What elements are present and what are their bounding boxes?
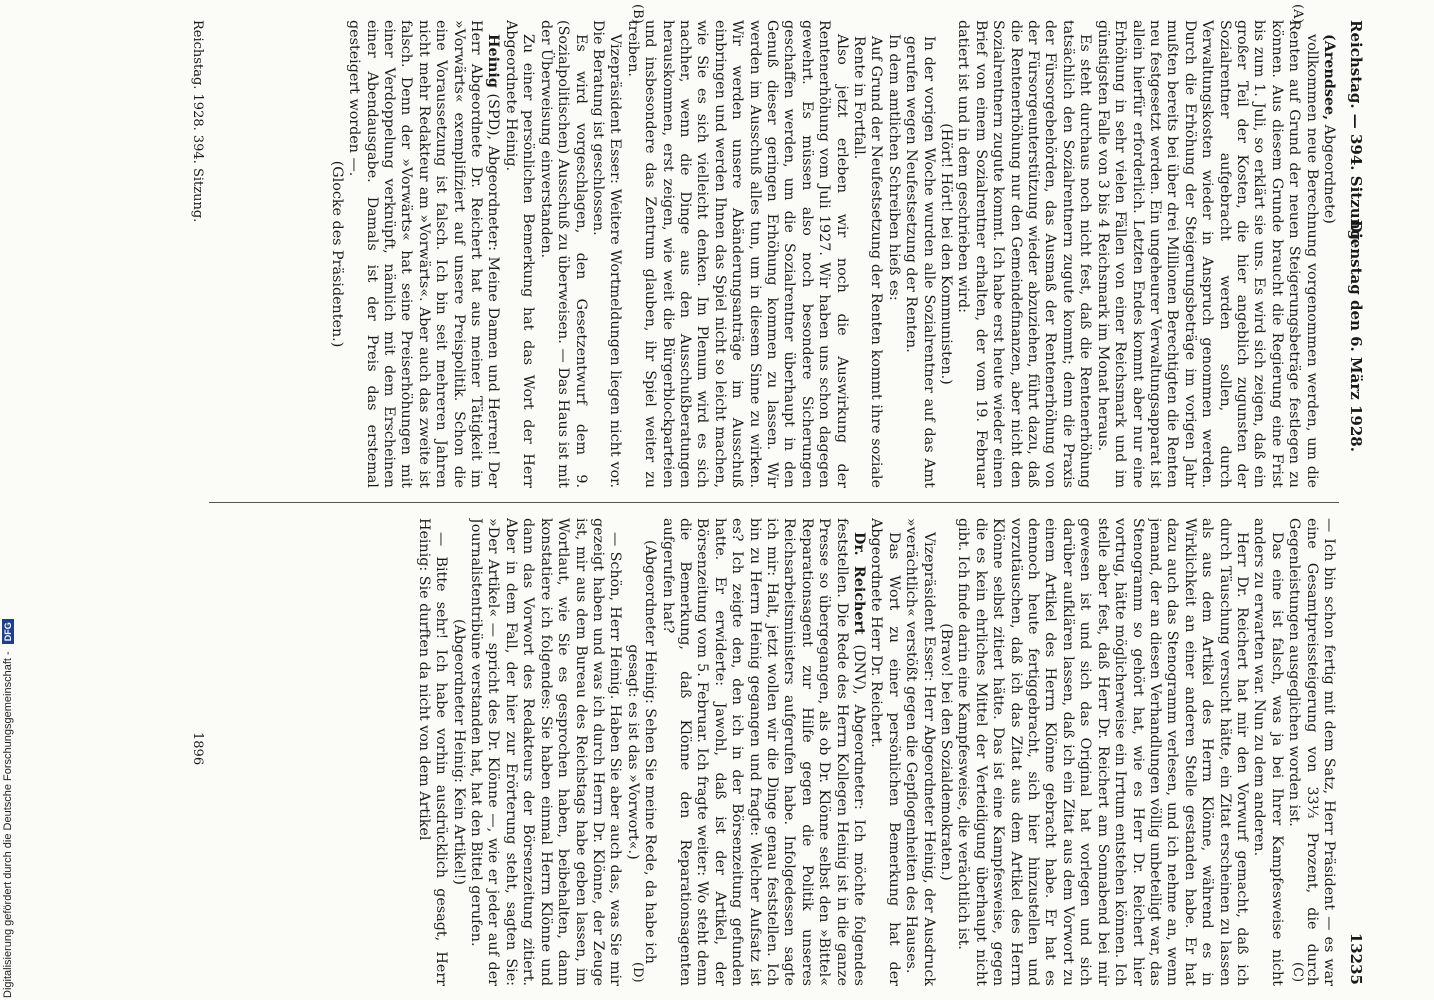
speaker-name: Dr. Reichert [851,532,868,635]
speaker-name: Heinig [485,34,502,88]
paragraph [467,518,624,986]
credit-text: Digitalisierung gefördert durch die Deutsche Forschungsgemeinschaft - [2,651,14,998]
right-text-column [207,518,1337,986]
paragraph [1250,518,1285,986]
paragraph-text: Das Wort zu einer persönlichen Bemerkung hat der Abgeordnete Herr Dr. Reichert. [868,518,902,986]
paragraph-text: In der vorigen Woche wurden alle Sozialrentner auf das Amt gerufen wegen Neufestsetzung der Renten. [903,36,937,488]
paragraph-text: Auf Grund der Neufestsetzung der Renten kommt ihre soziale Rente in Fortfall. [851,36,885,488]
speaker-name: (Arendsee, [1321,34,1337,121]
paragraph-text: vollkommen neue Berechnung vorgenommen werden, um die Renten auf Grund der neuen Steigerungsbeträge festlegen zu können. Aus diesem Grunde braucht die Regierung eine Frist bis zum 1. Juli, so erklärt sie uns. Es wird sich zeigen, daß ein großer Teil der Kosten, die hier angeblich zugunsten der Sozialrentner aufgebracht werden sollen, durch Verwaltungskosten wieder in Anspruch genommen werden. Durch die Erhöhung der Steigerungsbeträge im vorigen Jahr mußten bereits bei über drei Millionen Berechtigten die Renten neu festgesetzt werden. Ein ungeheurer Verwaltungsapparat ist allein hierfür erforderlich. Letzten Endes kommt aber nur eine Erhöhung in sehr vielen Fällen von einer Reichsmark und im günstigsten Falle von 3 bis 4 Reichsmark im Monat heraus. [1094,20,1320,488]
margin-marker-b: (B) [630,4,645,24]
paragraph [937,20,954,488]
paragraph-text: Vizepräsident Esser: Herr Abgeordneter Heinig, der Ausdruck »verächtlich« verstößt gegen die Gepflogenheiten des Hauses. [903,518,937,986]
paragraph [867,518,902,986]
paragraph [1320,20,1337,488]
margin-marker-c: (C) [1290,962,1305,983]
header-date: Dienstag den 6. März 1928. [1347,220,1365,452]
paragraph [902,518,937,986]
paragraph [954,20,1093,488]
paragraph-text: (Abgeordneter Heinig: Sehen Sie meine Rede, da habe ich gesagt: es ist das »Vorwort«.) [624,540,659,964]
left-text-column [207,20,1337,488]
footer-left: Reichstag. 1928. 394. Sitzung. [190,20,205,223]
paragraph-text: In dem amtlichen Schreiben hieß es: [885,34,902,301]
paragraph-text: Also jetzt erleben wir noch die Auswirkung der Rentenerhöhung vom Juli 1927. Wir haben uns schon dagegen gewehrt. Es müssen also noch besondere Sicherungen geschaffen werden, um die Sozialrentner überhaupt in den Genuß dieser geringen Erhöhung kommen zu lassen. Wir werden im Ausschuß alles tun, um in diesem Sinne zu wirken. Wir werden unsere Abänderungsanträge im Ausschuß einbringen und werden Ihnen das Spiel nicht so leicht machen, wie Sie es sich vielleicht denken. Im Plenum wird es sich nachher, wenn die Dinge aus den Ausschußberatungen herauskommen, erst zeigen, wie weit die Bürgerblockparteien und insbesondere das Zentrum glauben, ihr Spiel weiter zu treiben. [624,20,850,488]
margin-marker-d: (D) [630,962,645,983]
paragraph [623,20,849,488]
margin-marker-a: (A) [1290,4,1305,24]
dfg-logo: DFG [2,619,14,644]
paragraph [536,20,588,488]
paragraph [589,20,624,488]
paragraph-text: Abgeordnete) [1321,120,1337,224]
paragraph-text: (Abgeordneter Heinig: Kein Artikel!) [450,619,467,885]
paragraph [623,518,658,986]
paragraph-text: (SPD), Abgeordneter: Meine Damen und Herren! Der Herr Abgeordnete Dr. Reichert hat aus meiner Tätigkeit im »Vorwärts« exemplifiziert auf unsere Preispolitik. Schon die eine Voraussetzung ist falsch. Ich bin seit mehreren Jahren nicht mehr Redakteur am »Vorwärts«. Aber auch das zweite ist falsch. Denn der »Vorwärts« hat seine Preiserhöhungen mit einer Verdoppelung verknüpft, nämlich mit dem Erscheinen einer Abendausgabe. Damals ist der Preis das erstemal gesteigert worden —. [346,20,502,488]
paragraph [414,518,449,986]
paragraph [658,518,867,986]
paragraph-text: (Hört! Hört! bei den Kommunisten.) [938,123,955,385]
column-divider [209,502,1339,503]
footer-number: 1896 [190,732,205,766]
paragraph-text: — Schön, Herr Heinig. Haben Sie aber auch das, was Sie mir gezeigt haben und was ich durch Herrn Dr. Klönne, der Zeuge ist, mir aus dem Bureau des Reichstags habe geben lassen, im Wortlaut, wie Sie es gesprochen haben, beibehalten, dann konstatiere ich folgendes: Sie haben einmal Herrn Klönne und dann das Vorwort des Redakteurs der Börsenzeitung zitiert. Aber in dem Fall, der hier zur Erörterung steht, sagten Sie: »Der Artikel« — spricht des Dr. Klönne —, wie er jeder auf der Journalistentribüne verstanden hat, hat den Bittel gerufen. [468,518,624,986]
paragraph-text: (Bravo! bei den Sozialdemokraten.) [938,623,955,881]
paragraph-text: Vizepräsident Esser: Weitere Wortmeldungen liegen nicht vor. Die Beratung ist geschlossen. [589,20,624,488]
paragraph-text: Es wird vorgeschlagen, den Gesetzentwurf dem 9. (Sozialpolitischen) Ausschuß zu überweisen. — Das Haus ist mit der Überweisung einverstanden. [537,20,589,488]
paragraph [327,20,344,488]
paragraph-text: Das eine ist falsch, was ja bei Ihrer Kampfesweise nicht anders zu erwarten war. Nun zu dem anderen. [1251,518,1285,986]
digitization-credit [2,398,18,998]
paragraph-text: Es steht durchaus noch nicht fest, daß die Rentenerhöhung tatsächlich den Sozialrentnern zugute kommt; denn die Praxis der Fürsorgebehörden, das Ausmaß der Rentenerhöhung von der Fürsorgeunterstützung wieder abzuziehen, führt dazu, daß die Rentenerhöhung nur den Gemeindefinanzen, aber nicht den Sozialrentnern zugute kommt. Ich habe erst heute wieder einen Brief von einem Sozialrentner erhalten, der vom 19. Februar datiert ist und in dem geschrieben wird: [955,20,1094,488]
paragraph-text: — Bitte sehr! Ich habe vorhin ausdrücklich gesagt, Herr Heinig: Sie durften da nicht von dem Artikel [415,518,450,986]
paragraph-text: Zu einer persönlichen Bemerkung hat das Wort der Herr Abgeordnete Heinig. [502,20,537,488]
paragraph [902,36,937,488]
header-left: Reichstag. — 394. Sitzung. [1347,20,1365,246]
paragraph-text: Herr Dr. Reichert hat mir den Vorwurf gemacht, daß ich durch Täuschung versucht hätte, ein Zitat erscheinen zu lassen als aus dem Artikel des Herrn Klönne, während es in Wirklichkeit an einer anderen Stelle gestanden habe. Er hat dazu auch das Stenogramm verlesen, und ich nehme an, wenn jemand, der an diesen Verhandlungen völlig unbeteiligt war, das Stenogramm so gehört hat, wie es Herr Dr. Reichert hier vortrug, hätte möglicherweise ein Irrtum entstehen können. Ich stelle aber fest, daß Herr Dr. Reichert am Sonnabend bei mir gewesen ist und sich das Original hat vorlegen und sich darüber aufklären lassen, daß ich ein Zitat aus dem Vorwort zu einem Artikel des Herrn Klönne gebracht habe. Er hat es dennoch heute fertiggebracht, sich hier hinzustellen und vorzutäuschen, daß ich das Zitat aus dem Artikel des Herrn Klönne selbst zitiert hätte. Das ist eine Kampfesweise, gegen die es kein ehrliches Mittel der Verteidigung überhaupt nicht gibt. Ich finde darin eine Kampfesweise, die verächtlich ist. [955,518,1250,986]
paragraph [345,20,502,488]
running-header [1343,20,1365,985]
paragraph [502,20,537,488]
paragraph-text: — Ich bin schon fertig mit dem Satz, Herr Präsident — es war eine Gesamtpreissteigerung von 33⅓ Prozent, die durch Gegenleistungen ausgeglichen worden ist. [1286,518,1337,986]
paragraph [884,20,901,488]
page-number: 13235 [1347,932,1365,985]
paragraph [449,518,466,986]
paragraph-text: (DNV), Abgeordneter: Ich möchte folgendes feststellen. Die Rede des Herrn Kollegen Heinig ist in die ganze Presse so übergegangen, als ob Dr. Klönne selbst den »Bittel« Reparationsagent zur Hilfe gegen die Politik unseres Reichsarbeitsministers aufgerufen habe. Infolgedessen sagte ich mir: Halt, jetzt wollen wir die Dinge genau feststellen. Ich bin zu Herrn Heinig gegangen und fragte: Welcher Aufsatz ist es? Ich zeigte den, den ich in der Börsenzeitung gefunden hatte. Er erwiderte: Jawohl, daß ist der Artikel, der Börsenzeitung vom 5. Februar. Ich fragte weiter: Wo steht denn die Bemerkung, daß Klönne den Reparationsagenten aufgerufen hat? [659,518,868,986]
document-sheet [100,4,1365,995]
paragraph [1285,518,1337,986]
paragraph-text: (Glocke des Präsidenten.) [328,160,345,348]
paragraph [1093,20,1319,488]
paragraph [937,518,954,986]
paragraph [954,518,1250,986]
paragraph [850,36,885,488]
